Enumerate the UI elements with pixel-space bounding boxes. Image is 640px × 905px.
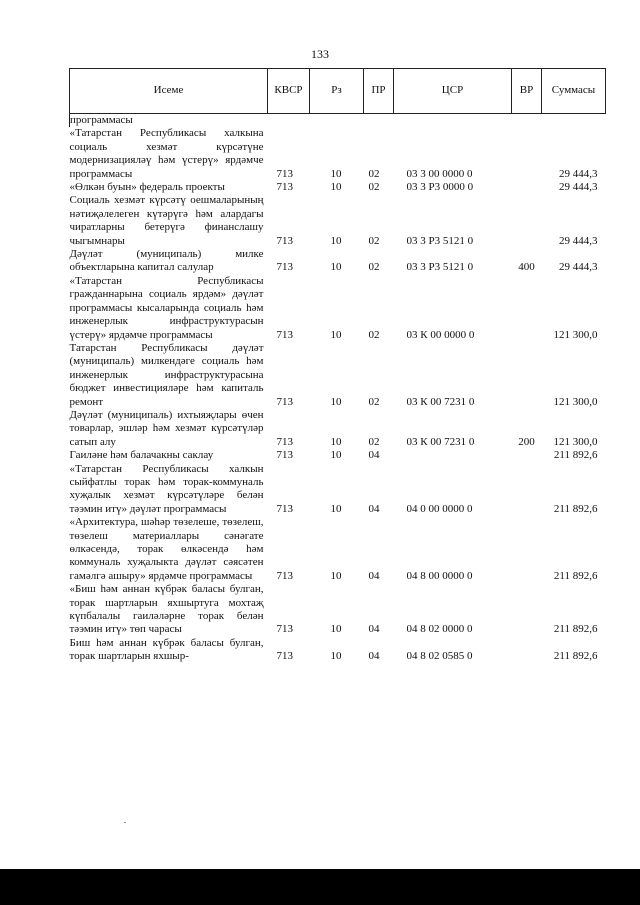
cell-csr: 03 3 P3 0000 0	[406, 181, 474, 194]
cell-sum	[542, 114, 606, 128]
cell-vr	[512, 583, 542, 637]
cell-name: «Өлкән буын» федераль проекты	[69, 181, 225, 194]
cell-kvsr: 713	[276, 623, 293, 636]
cell-name: Дәүләт (муниципаль) ихтыяҗлары өчен товарлар, эшләр һәм хезмәт күрсәтүләр сатып алу	[69, 408, 264, 448]
cell-kvsr: 713	[276, 569, 293, 582]
cell-pr: 04	[368, 623, 380, 636]
cell-vr: 200	[518, 435, 535, 448]
header-csr: ЦСР	[394, 69, 512, 114]
cell-csr: 03 К 00 7231 0	[406, 435, 475, 448]
cell-sum: 211 892,6	[553, 623, 598, 636]
header-vr: ВР	[512, 69, 542, 114]
cell-sum: 121 300,0	[553, 328, 598, 341]
cell-pr: 02	[368, 435, 380, 448]
table-row	[70, 463, 606, 517]
cell-vr	[512, 127, 542, 181]
table-row	[70, 181, 606, 194]
table-body	[70, 114, 606, 664]
cell-rz: 10	[330, 328, 342, 341]
cell-name: Гаиләне һәм балачакны саклау	[69, 449, 214, 462]
cell-pr: 04	[368, 650, 380, 663]
table-header-row	[70, 69, 606, 114]
cell-rz: 10	[330, 569, 342, 582]
cell-name: «Татарстан Республикасы халкын сыйфатлы торак һәм торак-коммуналь хуҗалык хезмәт күрсәтүләре белән тәэмин итү» дәүләт программасы	[69, 462, 264, 515]
cell-sum: 211 892,6	[553, 650, 598, 663]
cell-rz: 10	[330, 623, 342, 636]
cell-name: «Татарстан Республикасы халкына социаль хезмәт күрсәтүне модернизацияләү һәм үстерү» ярдәмче программасы	[69, 127, 264, 180]
cell-pr: 04	[368, 449, 380, 462]
cell-name: Социаль хезмәт күрсәтү оешмаларының нәтиҗәлелеген күтәрүгә һәм алардагы чиратларны бетерүгә финанслашу чыгымнары	[69, 194, 264, 247]
cell-kvsr: 713	[276, 261, 293, 274]
cell-csr: 03 К 00 7231 0	[406, 395, 475, 408]
table-row	[70, 194, 606, 248]
scan-speck	[124, 822, 126, 823]
cell-name: Дәүләт (муниципаль) милке объектларына капитал салулар	[69, 248, 264, 274]
cell-sum: 29 444,3	[559, 234, 598, 247]
cell-rz: 10	[330, 650, 342, 663]
cell-csr: 03 3 00 0000 0	[406, 167, 473, 180]
cell-csr	[394, 114, 512, 128]
cell-csr	[394, 449, 512, 462]
cell-name: «Татарстан Республикасы гражданнарына социаль ярдәм» дәүләт программасы кысаларында социаль һәм инженерлык инфраструктурасын үстерү» ярдәмче программасы	[69, 274, 264, 341]
cell-csr: 04 0 00 0000 0	[406, 502, 473, 515]
cell-sum: 121 300,0	[553, 435, 598, 448]
cell-name: «Биш һәм аннан күбрәк баласы булган, торак шартларын яхшыртуга мохтаҗ күпбалалы гаиләләрне торак белән тәэмин итү» төп чарасы	[69, 583, 264, 636]
cell-vr	[512, 194, 542, 248]
cell-vr	[512, 275, 542, 342]
cell-pr: 02	[368, 167, 380, 180]
cell-csr: 04 8 02 0585 0	[406, 650, 473, 663]
cell-kvsr: 713	[276, 234, 293, 247]
cell-sum: 29 444,3	[559, 167, 598, 180]
cell-kvsr: 713	[276, 181, 293, 194]
cell-vr: 400	[518, 261, 535, 274]
table-row	[70, 114, 606, 128]
cell-csr: 04 8 00 0000 0	[406, 569, 473, 582]
page-number: 133	[311, 47, 329, 61]
cell-sum: 29 444,3	[559, 261, 598, 274]
table-row	[70, 409, 606, 449]
scan-bottom-edge	[0, 869, 640, 905]
cell-name: «Архитектура, шәһәр төзелеше, төзелеш, төзелеш материаллары сәнәгате өлкәсендә, торак өлкәсендә һәм коммуналь хуҗалыкта дәүләт сәясәтен гамәлгә ашыру» ярдәмче программасы	[69, 516, 264, 582]
cell-pr: 02	[368, 395, 380, 408]
budget-table	[69, 68, 606, 664]
cell-rz: 10	[330, 502, 342, 515]
cell-vr	[512, 516, 542, 583]
cell-rz: 10	[330, 395, 342, 408]
cell-kvsr: 713	[276, 449, 293, 462]
cell-kvsr: 713	[276, 328, 293, 341]
cell-rz: 10	[330, 435, 342, 448]
cell-vr	[512, 463, 542, 517]
table-row	[70, 637, 606, 664]
cell-kvsr: 713	[276, 395, 293, 408]
cell-rz	[310, 114, 364, 128]
cell-sum: 121 300,0	[553, 395, 598, 408]
cell-vr	[512, 449, 542, 462]
cell-pr	[364, 114, 394, 128]
cell-pr: 04	[368, 502, 380, 515]
cell-kvsr	[268, 114, 310, 128]
cell-rz: 10	[330, 181, 342, 194]
cell-vr	[512, 637, 542, 664]
header-sum: Суммасы	[542, 69, 606, 114]
cell-vr	[512, 181, 542, 194]
table-row	[70, 275, 606, 342]
cell-vr	[512, 342, 542, 409]
table-row	[70, 127, 606, 181]
cell-pr: 02	[368, 181, 380, 194]
cell-rz: 10	[330, 261, 342, 274]
cell-name: Биш һәм аннан күбрәк баласы булган, торак шартларын яхшыр-	[69, 636, 264, 663]
cell-pr: 02	[368, 234, 380, 247]
cell-kvsr: 713	[276, 502, 293, 515]
cell-rz: 10	[330, 167, 342, 180]
cell-kvsr: 713	[276, 650, 293, 663]
cell-rz: 10	[330, 449, 342, 462]
cell-rz: 10	[330, 234, 342, 247]
table-row	[70, 583, 606, 637]
table-row	[70, 248, 606, 275]
cell-pr: 02	[368, 328, 380, 341]
cell-sum: 211 892,6	[553, 449, 598, 462]
cell-csr: 04 8 02 0000 0	[406, 623, 473, 636]
cell-vr	[512, 114, 542, 128]
cell-name: программасы	[70, 114, 268, 128]
header-pr: ПР	[364, 69, 394, 114]
cell-pr: 02	[368, 261, 380, 274]
cell-pr: 04	[368, 569, 380, 582]
cell-csr: 03 3 P3 5121 0	[406, 234, 474, 247]
cell-csr: 03 3 P3 5121 0	[406, 261, 474, 274]
cell-csr: 03 К 00 0000 0	[406, 328, 475, 341]
header-name: Исеме	[70, 69, 268, 114]
table-row	[70, 342, 606, 409]
cell-kvsr: 713	[276, 167, 293, 180]
cell-name: Татарстан Республикасы дәүләт (муниципаль) милкендәге социаль һәм инженерлык инфраструктурасына бюджет инвестицияләре һәм капиталь ремонт	[69, 341, 264, 408]
header-kvsr: КВСР	[268, 69, 310, 114]
table-row	[70, 516, 606, 583]
table-row	[70, 449, 606, 462]
cell-sum: 29 444,3	[559, 181, 598, 194]
cell-kvsr: 713	[276, 435, 293, 448]
cell-sum: 211 892,6	[553, 502, 598, 515]
cell-sum: 211 892,6	[553, 569, 598, 582]
header-rz: Рз	[310, 69, 364, 114]
